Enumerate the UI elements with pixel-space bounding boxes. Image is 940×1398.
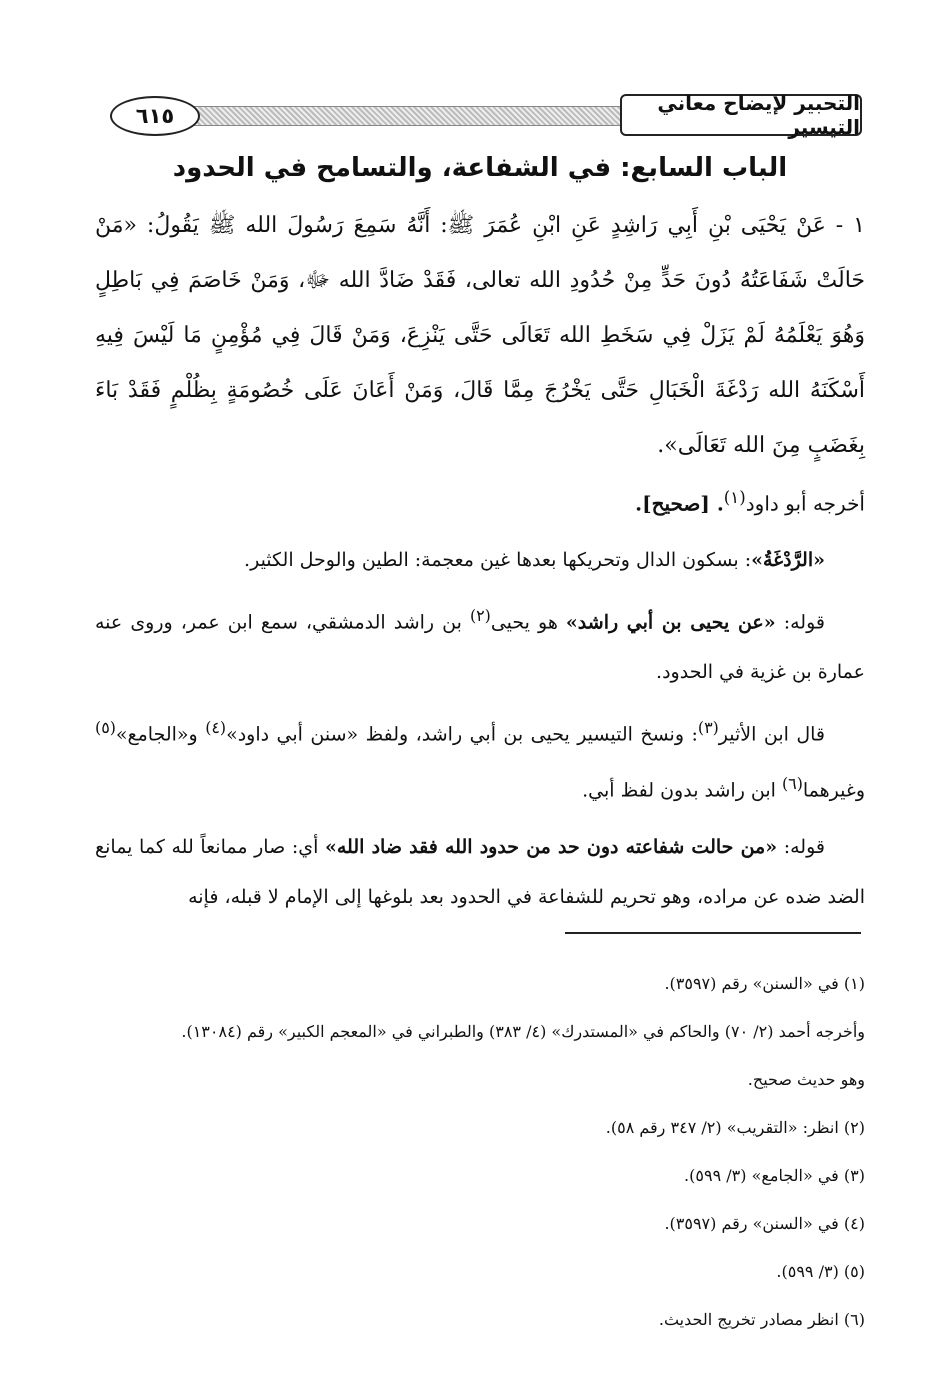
hadith-grade: . [صحيح]. bbox=[635, 491, 724, 516]
main-content bbox=[95, 140, 865, 922]
footnote-1-continued: وأخرجه أحمد (٢/ ٧٠) والحاكم في «المستدرك» (٤/ ٣٨٣) والطبراني في «المعجم الكبير» رقم (١٣٠٨٤). bbox=[181, 1022, 865, 1041]
paragraph-text: : ونسخ التيسير يحيى بن أبي راشد، ولفظ «سنن أبي داود» bbox=[226, 723, 698, 746]
paragraph-narrator bbox=[95, 591, 865, 697]
paragraph-text: قوله: bbox=[777, 835, 825, 858]
paragraph-text: وغيرهما bbox=[802, 779, 865, 802]
footnote-ref: (٥) bbox=[95, 717, 116, 737]
paragraph-shafaa bbox=[95, 822, 865, 922]
paragraph-ibn-athir bbox=[95, 703, 865, 816]
page-number: ٦١٥ bbox=[110, 96, 200, 136]
page-header bbox=[92, 92, 862, 138]
footnote-ref: (١) bbox=[723, 488, 746, 507]
footnote-ref: (٣) bbox=[697, 717, 719, 737]
footnote-ref: (٢) bbox=[469, 605, 491, 625]
hadith-text bbox=[95, 198, 865, 473]
footnote-4: (٤) في «السنن» رقم (٣٥٩٧). bbox=[664, 1214, 865, 1233]
paragraph-text: أي: صار ممانعاً لله كما يمانع الضد ضده عن مراده، وهو تحريم للشفاعة في الحدود بعد بلوغها إلى الإمام لا قبله، فإنه bbox=[95, 835, 865, 908]
footnote-ref: (٦) bbox=[781, 774, 803, 794]
paragraph-text: هو يحيى bbox=[490, 610, 566, 633]
takhrij-label: أخرجه أبو داود bbox=[745, 491, 865, 516]
paragraph-text: : بسكون الدال وتحريكها بعدها غين معجمة: الطين والوحل الكثير. bbox=[244, 548, 752, 571]
hadith-body: ١ - عَنْ يَحْيَى بْنِ أَبِي رَاشِدٍ عَنِ ابْنِ عُمَرَ ﷺ: أَنَّهُ سَمِعَ رَسُولَ الله ﷺ يَقُولُ: «مَنْ حَالَتْ شَفَاعَتُهُ دُونَ حَدٍّ مِنْ حُدُودِ الله تعالى، فَقَدْ ضَادَّ الله ﷻ، وَمَنْ خَاصَمَ فِي بَاطِلٍ وَهُوَ يَعْلَمُهُ لَمْ يَزَلْ فِي سَخَطِ الله تَعَالَى حَتَّى يَنْزِعَ، وَمَنْ قَالَ فِي مُؤْمِنٍ مَا لَيْسَ فِيهِ أَسْكَنَهُ الله رَدْغَةَ الْخَبَالِ حَتَّى يَخْرُجَ مِمَّا قَالَ، وَمَنْ أَعَانَ عَلَى خُصُومَةٍ بِظُلْمٍ فَقَدْ بَاءَ بِغَضَبٍ مِنَ الله تَعَالَى». bbox=[95, 213, 865, 458]
paragraph-text: قال ابن الأثير bbox=[718, 723, 826, 746]
footnotes bbox=[95, 960, 865, 1344]
footnote-ref: (٤) bbox=[205, 717, 227, 737]
paragraph-text: ابن راشد بدون لفظ أبي. bbox=[582, 779, 782, 802]
term: «الرَّدْغَةُ» bbox=[751, 548, 825, 571]
footnote-3: (٣) في «الجامع» (٣/ ٥٩٩). bbox=[684, 1166, 865, 1185]
footnote-separator bbox=[565, 932, 861, 934]
hadith-takhrij bbox=[95, 473, 865, 529]
book-title: التحبير لإيضاح معاني التيسير bbox=[620, 94, 862, 136]
paragraph-text: و«الجامع» bbox=[115, 723, 206, 746]
footnote-5: (٥) (٣/ ٥٩٩). bbox=[776, 1262, 865, 1281]
paragraph-radgha bbox=[95, 535, 865, 585]
chapter-heading: الباب السابع: في الشفاعة، والتسامح في الحدود bbox=[172, 153, 788, 183]
footnote-1: (١) في «السنن» رقم (٣٥٩٧). bbox=[664, 974, 865, 993]
quoted-term: «عن يحيى بن أبي راشد» bbox=[565, 610, 776, 633]
header-decorative-bar bbox=[182, 106, 627, 126]
paragraph-text: بن راشد الدمشقي، سمع ابن عمر، وروى عنه عمارة بن غزية في الحدود. bbox=[95, 610, 865, 683]
quoted-term: «من حالت شفاعته دون حد من حدود الله فقد ضاد الله» bbox=[324, 835, 778, 858]
footnote-6: (٦) انظر مصادر تخريج الحديث. bbox=[658, 1310, 865, 1329]
paragraph-text: قوله: bbox=[775, 610, 825, 633]
footnote-2: (٢) انظر: «التقريب» (٢/ ٣٤٧ رقم ٥٨). bbox=[605, 1118, 865, 1137]
footnote-1-grade: وهو حديث صحيح. bbox=[747, 1070, 865, 1089]
